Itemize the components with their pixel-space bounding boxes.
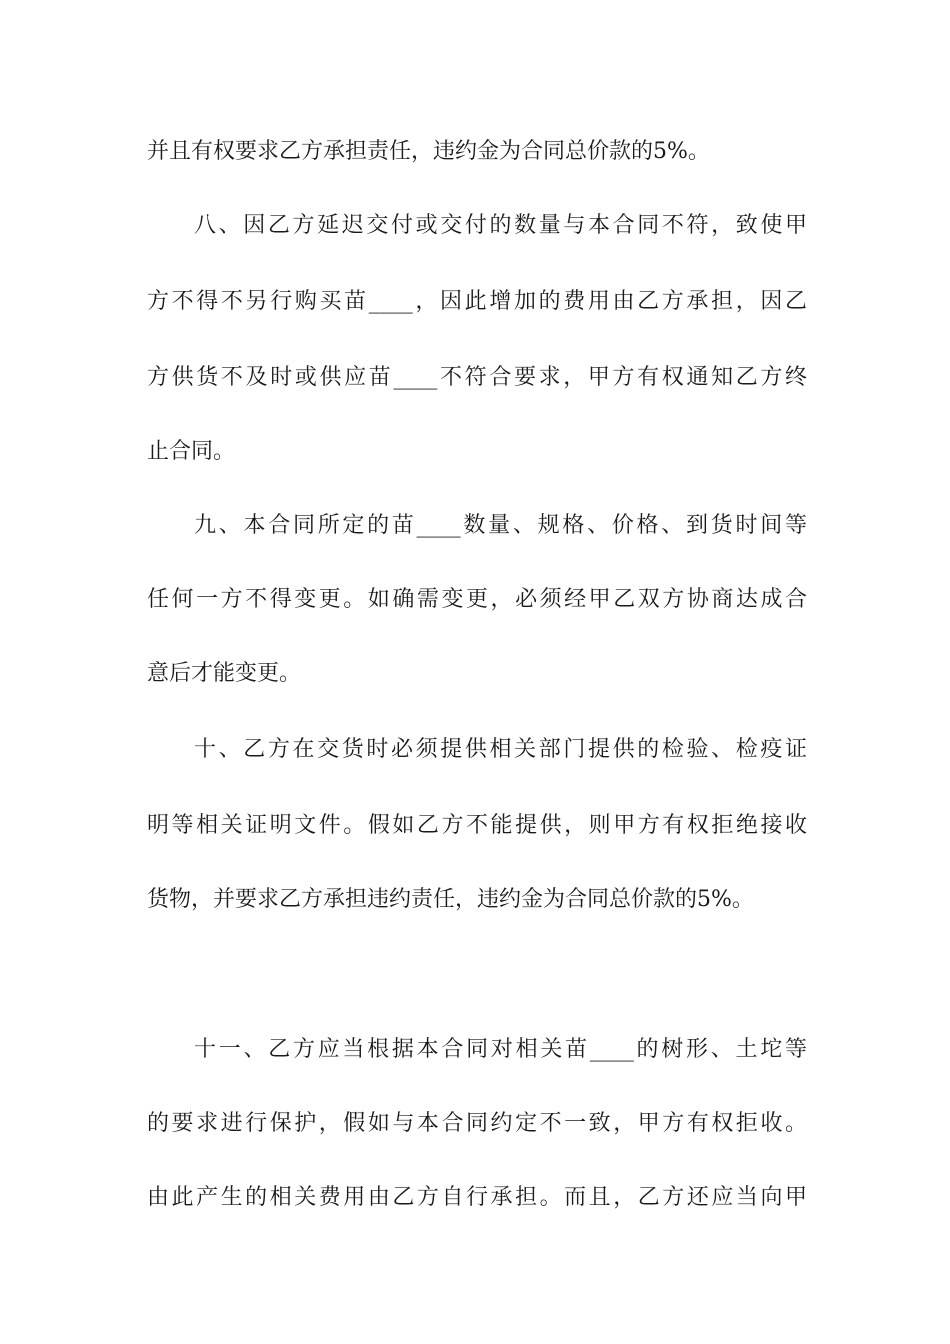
text-line: 任何一方不得变更。如确需变更，必须经甲乙双方协商达成合 — [147, 587, 807, 612]
text-line: 方供货不及时或供应苗____不符合要求，甲方有权通知乙方终 — [147, 365, 807, 390]
text-line: 十一、乙方应当根据本合同对相关苗____的树形、土坨等 — [194, 1037, 807, 1062]
text-line: 意后才能变更。 — [147, 661, 302, 686]
text-line: 止合同。 — [147, 439, 236, 464]
text-line: 方不得不另行购买苗____，因此增加的费用由乙方承担，因乙 — [147, 289, 807, 314]
text-line: 八、因乙方延迟交付或交付的数量与本合同不符，致使甲 — [194, 213, 807, 238]
text-line: 并且有权要求乙方承担责任，违约金为合同总价款的5%。 — [147, 139, 710, 164]
text-line: 货物，并要求乙方承担违约责任，违约金为合同总价款的5%。 — [147, 887, 754, 912]
text-line: 由此产生的相关费用由乙方自行承担。而且，乙方还应当向甲 — [147, 1185, 807, 1210]
text-line: 的要求进行保护，假如与本合同约定不一致，甲方有权拒收。 — [147, 1111, 807, 1136]
text-line: 十、乙方在交货时必须提供相关部门提供的检验、检疫证 — [194, 737, 807, 762]
text-line: 九、本合同所定的苗____数量、规格、价格、到货时间等 — [194, 513, 807, 538]
text-line: 明等相关证明文件。假如乙方不能提供，则甲方有权拒绝接收 — [147, 813, 807, 838]
